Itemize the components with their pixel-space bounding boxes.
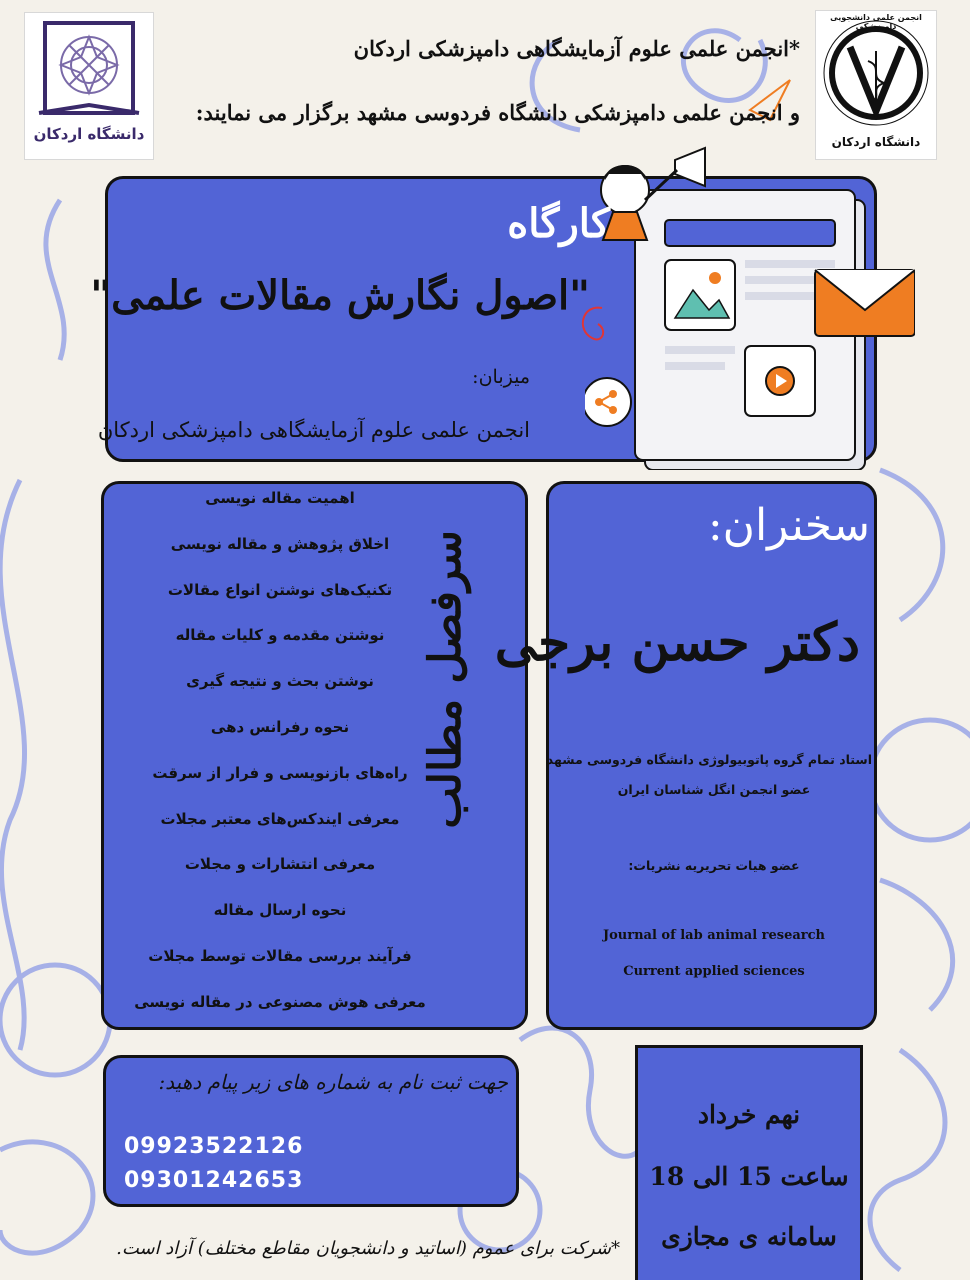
- workshop-label: کارگاه: [507, 200, 610, 247]
- topic-item: معرفی ایندکس‌های معتبر مجلات: [160, 809, 400, 828]
- speaker-membership: عضو انجمن انگل شناسان ایران: [617, 782, 811, 797]
- topic-item: نحوه ارسال مقاله: [213, 901, 347, 920]
- topics-list: [120, 486, 440, 1036]
- host-label: میزبان:: [472, 366, 530, 388]
- topic-item: معرفی انتشارات و مجلات: [184, 855, 376, 874]
- red-scribble-icon: [572, 300, 612, 350]
- topics-side-label: سرفصل مطالب: [420, 530, 471, 829]
- speaker-position: استاد تمام گروه پاتوبیولوژی دانشگاه فردوسی مشهد: [546, 752, 872, 767]
- book-emblem-icon: [25, 13, 153, 123]
- topic-item: تکنیک‌های نوشتن انواع مقالات: [167, 580, 393, 599]
- topic-item: نوشتن بحث و نتیجه گیری: [186, 672, 374, 691]
- envelope-icon: [815, 270, 915, 336]
- journal-1: Journal of lab animal research: [602, 928, 826, 943]
- megaphone-icon: [675, 148, 705, 186]
- topic-item: نوشتن مقدمه و کلیات مقاله: [175, 626, 385, 645]
- workshop-title: "اصول نگارش مقالات علمی": [90, 272, 590, 319]
- vet-logo-caption: دانشگاه اردکان: [831, 135, 921, 149]
- topic-item: نحوه رفرانس دهی: [210, 717, 350, 736]
- topic-item: معرفی هوش مصنوعی در مقاله نویسی: [134, 992, 426, 1011]
- speaker-editorial-label: عضو هیات تحریریه نشریات:: [628, 858, 800, 873]
- registration-label: جهت ثبت نام به شماره های زیر پیام دهید:: [158, 1070, 508, 1094]
- journal-2: Current applied sciences: [623, 964, 805, 979]
- topic-item: راه‌های بازنویسی و فرار از سرقت: [152, 763, 408, 782]
- phone-number[interactable]: 09923522126: [124, 1134, 304, 1159]
- event-date: نهم خرداد: [697, 1100, 801, 1129]
- topic-item: اخلاق پژوهش و مقاله نویسی: [170, 534, 390, 553]
- phone-number[interactable]: 09301242653: [124, 1168, 304, 1193]
- topic-item: فرآیند بررسی مقالات توسط مجلات: [148, 946, 412, 965]
- vet-association-logo: [815, 10, 937, 160]
- share-icon: [585, 378, 631, 426]
- university-logo: [24, 12, 154, 160]
- host-name: انجمن علمی علوم آزمایشگاهی دامپزشکی اردکان: [97, 418, 530, 442]
- event-platform: سامانه ی مجازی: [661, 1222, 837, 1251]
- footer-note: *شرکت برای عموم (اساتید و دانشجویان مقاطع مختلف) آزاد است.: [116, 1238, 620, 1259]
- speaker-label: سخنران:: [707, 500, 870, 551]
- image-icon: [665, 260, 735, 330]
- speaker-name: دکتر حسن برجی: [494, 612, 860, 673]
- event-time: ساعت 15 الی 18: [649, 1162, 849, 1191]
- organizer-line-2: و انجمن علمی دامپزشکی دانشگاه فردوسی مشهد برگزار می نمایند:: [195, 100, 800, 125]
- organizer-line-1: *انجمن علمی علوم آزمایشگاهی دامپزشکی اردکان: [353, 36, 800, 61]
- vet-logo-arc-text: انجمن علمی دانشجویی دامپزشکی: [830, 13, 922, 31]
- topic-item: اهمیت مقاله نویسی: [205, 489, 355, 507]
- article-illustration: [585, 140, 915, 470]
- university-logo-caption: دانشگاه اردکان: [33, 125, 145, 143]
